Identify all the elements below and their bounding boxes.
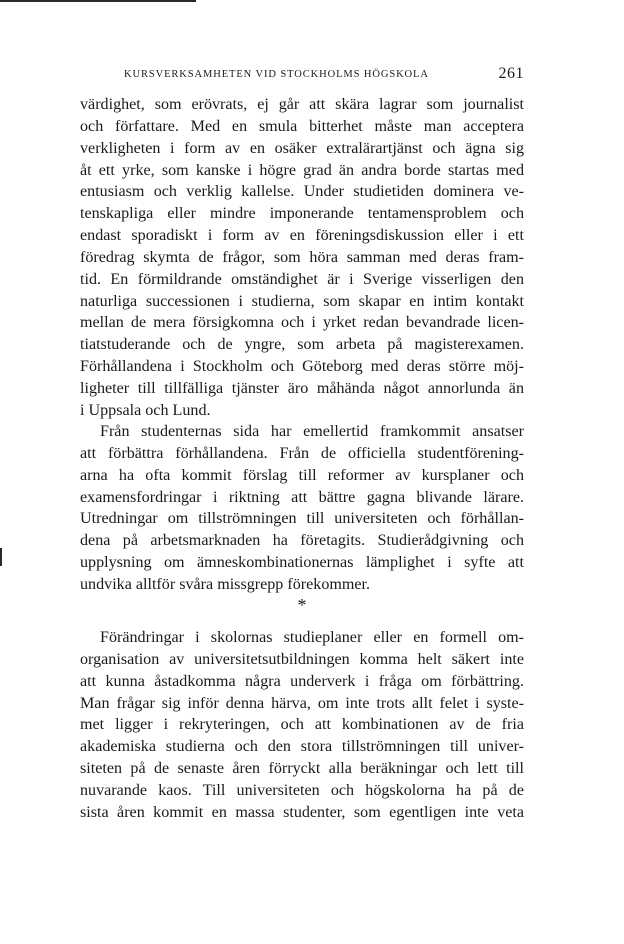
text-line: att förbättra förhållandena. Från de officiella studentförening- [80,444,524,462]
text-line: sista åren kommit en massa studenter, som egentligen inte veta [80,803,524,821]
paragraph-2 [80,421,524,596]
text-line: Förhållandena i Stockholm och Göteborg med deras större möj- [80,358,524,376]
text-line: undvika alltför svåra missgrepp förekommer. [80,575,371,593]
text-line: Utredningar om tillströmningen till universiteten och förhållan- [80,510,524,528]
page-header [124,66,524,86]
margin-scan-mark [0,548,2,566]
text-line: Förändringar i skolornas studieplaner eller en formell om- [100,629,524,646]
text-line: mellan de mera försigkomna och i yrket redan bevandrade licen- [80,314,524,332]
text-line: arna ha ofta kommit förslag till reformer av kursplaner och [80,466,524,484]
text-line: examensfordringar i riktning att bättre gagna blivande lärare. [80,488,524,506]
text-line: dena på arbetsmarknaden ha företagits. Studierådgivning och [80,532,524,550]
section-break-asterisk: * [297,595,307,615]
text-line: organisation av universitetsutbildningen komma helt säkert inte [80,650,524,668]
text-line: tenskapliga eller mindre imponerande tentamensproblem och [80,205,524,223]
text-line: endast sporadiskt i form av en föreningsdiskussion eller i ett [80,227,524,245]
text-line: i Uppsala och Lund. [80,401,211,419]
text-line: naturliga successionen i studierna, som skapar en intim kontakt [80,292,524,310]
running-head: KURSVERKSAMHETEN VID STOCKHOLMS HÖGSKOLA [124,69,429,80]
text-line: Från studenternas sida har emellertid framkommit ansatser [100,423,524,440]
top-scan-rule [0,0,196,2]
text-line: upplysning om ämneskombinationernas lämplighet i syfte att [80,554,524,572]
text-line: föredrag skymta de frågor, som höra samman med deras fram- [80,248,524,266]
text-line: åt ett yrke, som kanske i högre grad än andra borde startas med [80,161,524,179]
text-line: ligheter till tillfälliga tjänster äro måhända något annorlunda än [80,379,524,397]
text-line: nuvarande kaos. Till universiteten och högskolorna ha på de [80,781,524,799]
text-line: akademiska studierna och den stora tillströmningen till univer- [80,738,524,756]
text-line: met ligger i rekryteringen, och att kombinationen av de fria [80,716,524,734]
text-line: tid. En förmildrande omständighet är i Sverige visserligen den [80,270,524,288]
text-line: Man frågar sig inför denna härva, om inte trots allt felet i syste- [80,694,524,712]
text-line: siteten på de senaste åren förryckt alla beräkningar och lett till [80,760,524,778]
text-line: att kunna åstadkomma några underverk i fråga om förbättring. [80,672,524,690]
text-line: tiatstuderande och de yngre, som arbeta på magisterexamen. [80,336,524,354]
paragraph-1 [80,94,524,422]
text-line: verkligheten i form av en osäker extralärartjänst och ägna sig [80,139,524,157]
text-line: värdighet, som erövrats, ej går att skära lagrar som journalist [80,96,524,113]
text-line: entusiasm och verklig kallelse. Under studietiden dominera ve- [80,183,524,201]
text-line: och författare. Med en smula bitterhet måste man acceptera [80,117,524,135]
page-number: 261 [498,65,524,82]
paragraph-3 [80,627,524,824]
